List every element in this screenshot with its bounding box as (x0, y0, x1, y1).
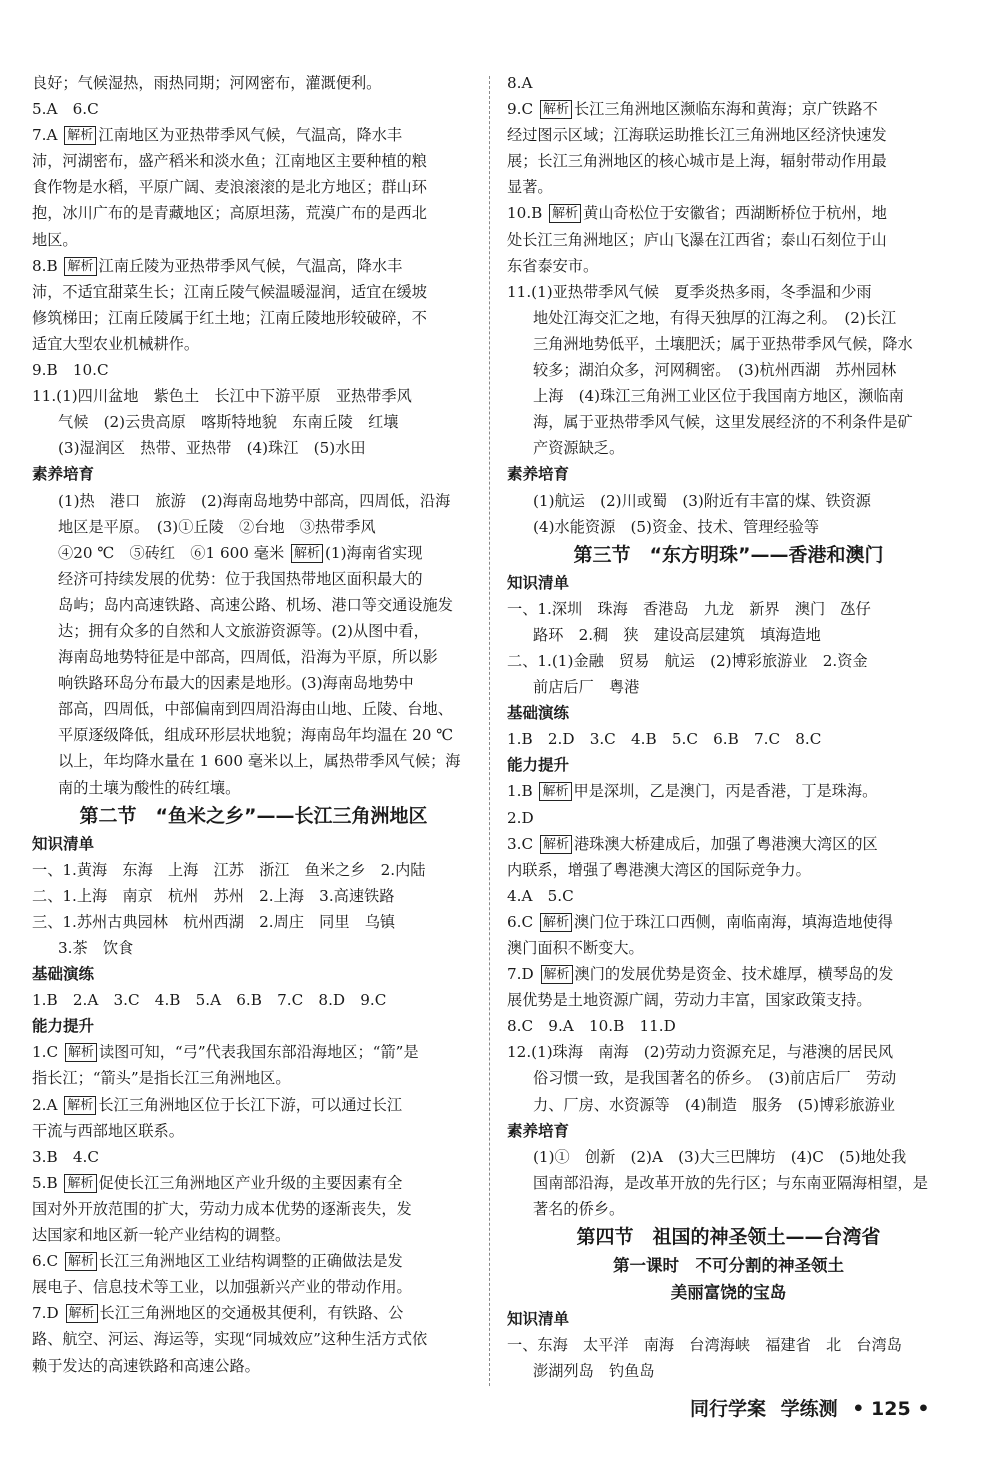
answer-line: 9.B 10.C (32, 361, 109, 380)
answer-line: 8.A (507, 74, 533, 92)
analysis-tag: 解析 (64, 1174, 96, 1193)
text-line: 产资源缺乏。 (533, 439, 625, 458)
analysis-tag: 解析 (541, 965, 573, 984)
text-line: 展；长江三角洲地区的核心城市是上海，辐射带动作用最 (507, 152, 887, 171)
text-line: 东省泰安市。 (507, 256, 599, 275)
analysis-tag: 解析 (539, 782, 571, 801)
text-line: 部高，四周低，中部偏南到四周沿海由山地、丘陵、台地、 (58, 700, 453, 719)
answer-6: 6.C 解析 澳门位于珠江口西侧，南临南海，填海造地使得 (507, 912, 893, 931)
heading-zhishi: 知识清单 (32, 834, 95, 853)
text-line: 国对外开放范围的扩大，劳动力成本优势的逐渐丧失，发 (32, 1199, 412, 1218)
text-line: 达国家和地区新一轮产业结构的调整。 (32, 1226, 291, 1245)
text-line: 二、1.(1)金融 贸易 航运 (2)博彩旅游业 2.资金 (507, 651, 868, 670)
lesson-subtitle: 美丽富饶的宝岛 (670, 1283, 787, 1303)
heading-nengli: 能力提升 (507, 756, 570, 775)
text-line: 适宜大型农业机械耕作。 (32, 334, 200, 353)
lesson-title: 第一课时 不可分割的神圣领土 (613, 1256, 844, 1276)
answer-8: 8.B 解析 江南丘陵为亚热带季风气候，气温高，降水丰 (32, 256, 403, 275)
page-footer (690, 1396, 937, 1422)
text-line: 澳门面积不断变大。 (507, 939, 644, 957)
text-line: 前店后厂 粤港 (533, 678, 640, 697)
heading-suyang: 素养培育 (507, 1121, 570, 1140)
heading-jichu: 基础演练 (32, 965, 95, 984)
section-title-2: 第二节 “鱼米之乡”——长江三角洲地区 (79, 804, 428, 827)
text-line: 气候 (2)云贵高原 喀斯特地貌 东南丘陵 红壤 (58, 413, 399, 432)
heading-nengli: 能力提升 (32, 1017, 95, 1036)
heading-suyang: 素养培育 (507, 465, 570, 484)
text-line: (1)航运 (2)川或蜀 (3)附近有丰富的煤、铁资源 (533, 491, 871, 510)
text-line: 展优势是土地资源广阔，劳动力丰富，国家政策支持。 (507, 991, 872, 1010)
analysis-tag: 解析 (291, 544, 323, 563)
text-line: 较多；湖泊众多，河网稠密。 (3)杭州西湖 苏州园林 (533, 361, 897, 380)
text-line: 力、厂房、水资源等 (4)制造 服务 (5)博彩旅游业 (533, 1095, 895, 1114)
text-line: 3.茶 饮食 (58, 939, 134, 957)
answer-7: 7.A 解析 江南地区为亚热带季风气候，气温高，降水丰 (32, 126, 403, 145)
text-line: 干流与西部地区联系。 (32, 1121, 184, 1140)
text-line: 展电子、信息技术等工业，以加强新兴产业的带动作用。 (32, 1278, 412, 1297)
text-line: 修筑梯田；江南丘陵属于红土地；江南丘陵地形较破碎，不 (32, 308, 427, 327)
text-line: 赖于发达的高速铁路和高速公路。 (32, 1356, 260, 1375)
answer-7: 7.D 解析 长江三角洲地区的交通极其便利，有铁路、公 (32, 1304, 404, 1323)
heading-suyang: 素养培育 (32, 465, 95, 484)
text-line: 经过图示区域；江海联运助推长江三角洲地区经济快速发 (507, 126, 887, 145)
analysis-tag: 解析 (540, 835, 572, 854)
right-column (507, 70, 950, 1384)
analysis-tag: 解析 (549, 204, 581, 223)
answer-3: 3.C 解析 港珠澳大桥建成后，加强了粤港澳大湾区的区 (507, 834, 878, 853)
text-line: 指长江；“箭头”是指长江三角洲地区。 (32, 1069, 291, 1088)
heading-zhishi: 知识清单 (507, 573, 570, 592)
text-line: 地处江海交汇之地，有得天独厚的江海之利。 (2)长江 (533, 308, 897, 327)
text-line: 显著。 (507, 178, 553, 197)
answer-10: 10.B 解析 黄山奇松位于安徽省；西湖断桥位于杭州，地 (507, 204, 887, 223)
left-column (32, 70, 475, 1379)
text-line: (4)水能资源 (5)资金、技术、管理经验等 (533, 517, 820, 536)
text-line: 俗习惯一致，是我国著名的侨乡。 (3)前店后厂 劳动 (533, 1069, 897, 1088)
text-line: (1)① 创新 (2)A (3)大三巴牌坊 (4)C (5)地处我 (533, 1147, 907, 1166)
answer-line: 2.D (507, 808, 534, 827)
text-line: 一、1.深圳 珠海 香港岛 九龙 新界 澳门 氹仔 (507, 599, 871, 618)
text-line: 澎湖列岛 钓鱼岛 (533, 1362, 655, 1381)
text-line: 抱，冰川广布的是青藏地区；高原坦荡，荒漠广布的是西北 (32, 204, 427, 223)
text-line: 内联系，增强了粤港澳大湾区的国际竞争力。 (507, 860, 811, 879)
analysis-tag: 解析 (64, 126, 96, 145)
text-line: 上海 (4)珠江三角洲工业区位于我国南方地区，濒临南 (533, 387, 904, 406)
analysis-tag: 解析 (540, 913, 572, 932)
analysis-tag: 解析 (64, 257, 96, 276)
analysis-tag: 解析 (64, 1096, 96, 1115)
text-line: 路、航空、河运、海运等，实现“同城效应”这种生活方式依 (32, 1330, 428, 1349)
answer-9: 9.C 解析 长江三角洲地区濒临东海和黄海；京广铁路不 (507, 100, 878, 119)
analysis-tag: 解析 (65, 1043, 97, 1062)
text-line: 平原逐级降低，组成环形层状地貌；海南岛年均温在 20 ℃ (58, 726, 454, 745)
text-line: 海南岛地势特征是中部高，四周低，沿海为平原，所以影 (58, 648, 438, 667)
column-divider (489, 76, 490, 1386)
answer-line: 1.B 2.D 3.C 4.B 5.C 6.B 7.C 8.C (507, 730, 822, 749)
text-line: 处长江三角洲地区；庐山飞瀑在江西省；泰山石刻位于山 (507, 230, 887, 249)
text-line: 海，属于亚热带季风气候，这里发展经济的不利条件是矿 (533, 413, 913, 432)
text-line: 良好；气候湿热，雨热同期；河网密布，灌溉便利。 (32, 74, 382, 92)
text-line: 食作物是水稻，平原广阔、麦浪滚滚的是北方地区；群山环 (32, 178, 427, 197)
analysis-tag: 解析 (66, 1304, 98, 1323)
text-line: 达；拥有众多的自然和人文旅游资源等。(2)从图中看， (58, 621, 429, 640)
answer-line: 4.A 5.C (507, 886, 574, 905)
text-line: 以上，年均降水量在 1 600 毫米以上，属热带季风气候；海 (58, 752, 461, 771)
text-line: (3)湿润区 热带、亚热带 (4)珠江 (5)水田 (58, 439, 366, 458)
answer-12: 12.(1)珠海 南海 (2)劳动力资源充足，与港澳的居民风 (507, 1043, 894, 1062)
text-line: 国南部沿海，是改革开放的先行区；与东南亚隔海相望，是 (533, 1173, 928, 1192)
text-line: 岛屿；岛内高速铁路、高速公路、机场、港口等交通设施发 (58, 595, 453, 614)
text-line: 地区。 (32, 230, 78, 249)
analysis-tag: 解析 (65, 1252, 97, 1271)
answer-2: 2.A 解析 长江三角洲地区位于长江下游，可以通过长江 (32, 1095, 403, 1114)
answer-line: 8.C 9.A 10.B 11.D (507, 1017, 676, 1036)
text-line: 一、东海 太平洋 南海 台湾海峡 福建省 北 台湾岛 (507, 1336, 902, 1355)
text-line: 著名的侨乡。 (533, 1199, 625, 1218)
answer-11: 11.(1)四川盆地 紫色土 长江中下游平原 亚热带季风 (32, 387, 412, 406)
text-line: 三角洲地势低平，土壤肥沃；属于亚热带季风气候，降水 (533, 334, 913, 353)
answer-6: 6.C 解析 长江三角洲地区工业结构调整的正确做法是发 (32, 1252, 403, 1271)
text-line: 经济可持续发展的优势：位于我国热带地区面积最大的 (58, 569, 423, 588)
text-line: 路环 2.稠 狭 建设高层建筑 填海造地 (533, 625, 821, 644)
answer-11: 11.(1)亚热带季风气候 夏季炎热多雨，冬季温和少雨 (507, 282, 872, 301)
page-number: • 125 • (852, 1398, 930, 1420)
footer-series: 学练测 (780, 1398, 838, 1420)
text-line: 南的土壤为酸性的砖红壤。 (58, 778, 241, 797)
answer-1: 1.C 解析 读图可知，“弓”代表我国东部沿海地区；“箭”是 (32, 1043, 419, 1062)
answer-5: 5.B 解析 促使长江三角洲地区产业升级的主要因素有全 (32, 1173, 403, 1192)
heading-jichu: 基础演练 (507, 704, 570, 723)
analysis-tag: 解析 (540, 100, 572, 119)
section-title-4: 第四节 祖国的神圣领土——台湾省 (576, 1226, 881, 1249)
text-line: 响铁路环岛分布最大的因素是地形。(3)海南岛地势中 (58, 674, 414, 693)
answer-line: 5.A 6.C (32, 100, 99, 119)
text-line: (1)热 港口 旅游 (2)海南岛地势中部高，四周低，沿海 (58, 491, 451, 510)
text-line: 沛，不适宜甜菜生长；江南丘陵气候温暖湿润，适宜在缓坡 (32, 282, 427, 301)
footer-brand: 同行学案 (690, 1398, 767, 1420)
answer-1: 1.B 解析 甲是深圳，乙是澳门，丙是香港，丁是珠海。 (507, 782, 878, 801)
text-line: 三、1.苏州古典园林 杭州西湖 2.周庄 同里 乌镇 (32, 912, 396, 931)
answer-line: 1.B 2.A 3.C 4.B 5.A 6.B 7.C 8.D 9.C (32, 991, 387, 1010)
text-line: ④20 ℃ ⑤砖红 ⑥1 600 毫米 解析 (1)海南省实现 (58, 543, 423, 562)
text-line: 二、1.上海 南京 杭州 苏州 2.上海 3.高速铁路 (32, 886, 395, 905)
text-line: 一、1.黄海 东海 上海 江苏 浙江 鱼米之乡 2.内陆 (32, 860, 426, 879)
text-line: 沛，河湖密布，盛产稻米和淡水鱼；江南地区主要种植的粮 (32, 152, 427, 171)
section-title-3: 第三节 “东方明珠”——香港和澳门 (573, 543, 884, 566)
answer-line: 3.B 4.C (32, 1147, 99, 1166)
text-line: 地区是平原。 (3)①丘陵 ②台地 ③热带季风 (58, 517, 376, 536)
heading-zhishi: 知识清单 (507, 1310, 570, 1329)
answer-7: 7.D 解析 澳门的发展优势是资金、技术雄厚，横琴岛的发 (507, 965, 894, 984)
